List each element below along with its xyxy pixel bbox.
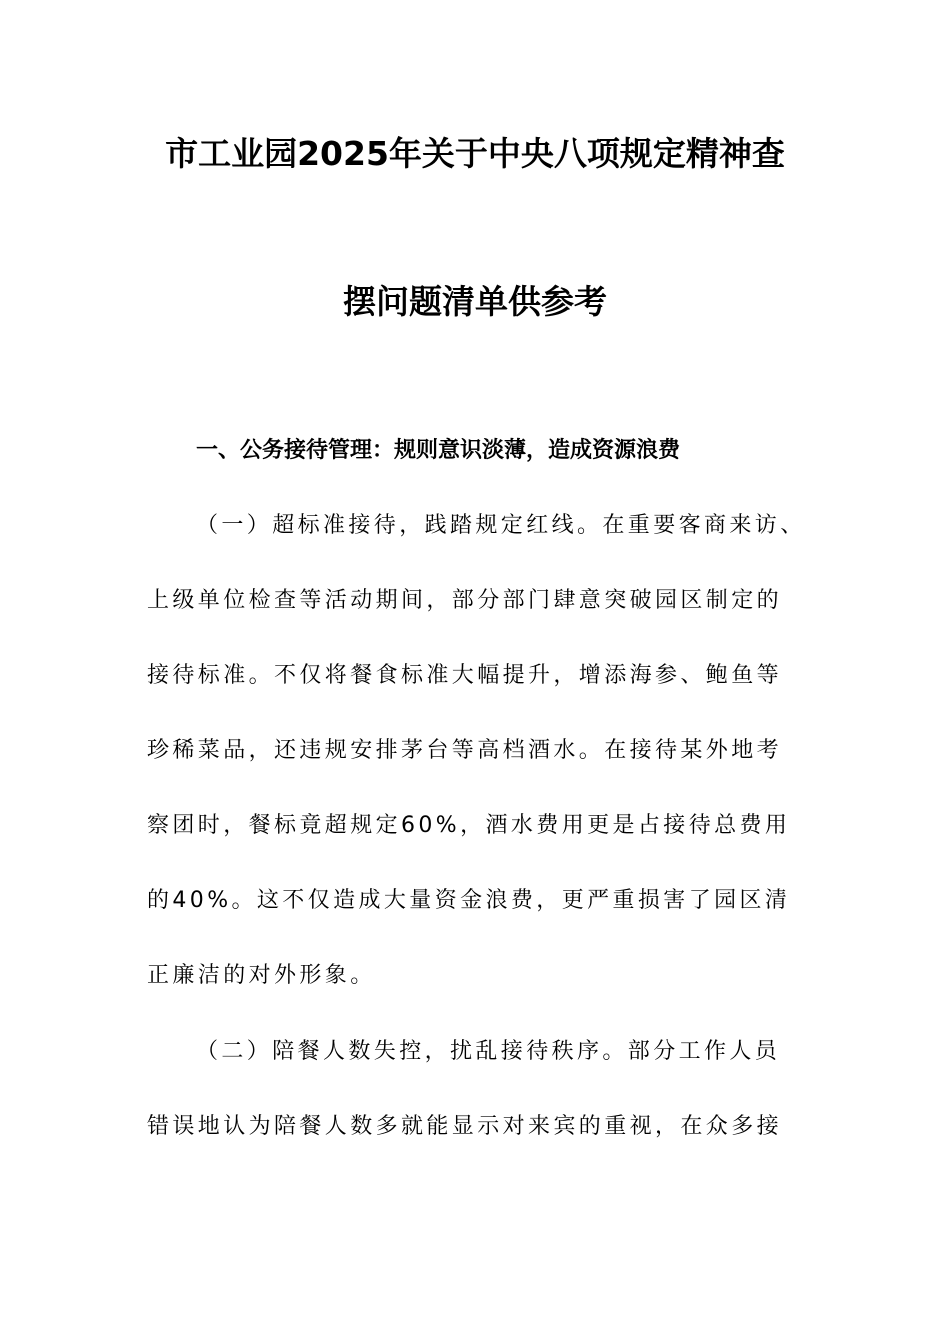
paragraph-line: 的40%。这不仅造成大量资金浪费，更严重损害了园区清 [147,888,791,913]
paragraph-line: 上级单位检查等活动期间，部分部门肆意突破园区制定的 [147,588,783,613]
paragraph-line: 接待标准。不仅将餐食标准大幅提升，增添海参、鲍鱼等 [147,663,783,688]
paragraph-line: 珍稀菜品，还违规安排茅台等高档酒水。在接待某外地考 [147,738,783,763]
paragraph-line: （二）陪餐人数失控，扰乱接待秩序。部分工作人员 [196,1039,781,1064]
paragraph-line: 察团时，餐标竟超规定60%，酒水费用更是占接待总费用 [147,813,791,838]
paragraph-line: （一）超标准接待，践踏规定红线。在重要客商来访、 [196,513,806,538]
paragraph-line: 错误地认为陪餐人数多就能显示对来宾的重视，在众多接 [147,1114,783,1139]
section-heading: 一、公务接待管理：规则意识淡薄，造成资源浪费 [196,438,681,463]
paragraph-line: 正廉洁的对外形象。 [147,963,376,988]
document-title-line-1: 市工业园2025年关于中央八项规定精神查 [165,134,785,173]
document-title-line-2: 摆问题清单供参考 [343,282,607,321]
